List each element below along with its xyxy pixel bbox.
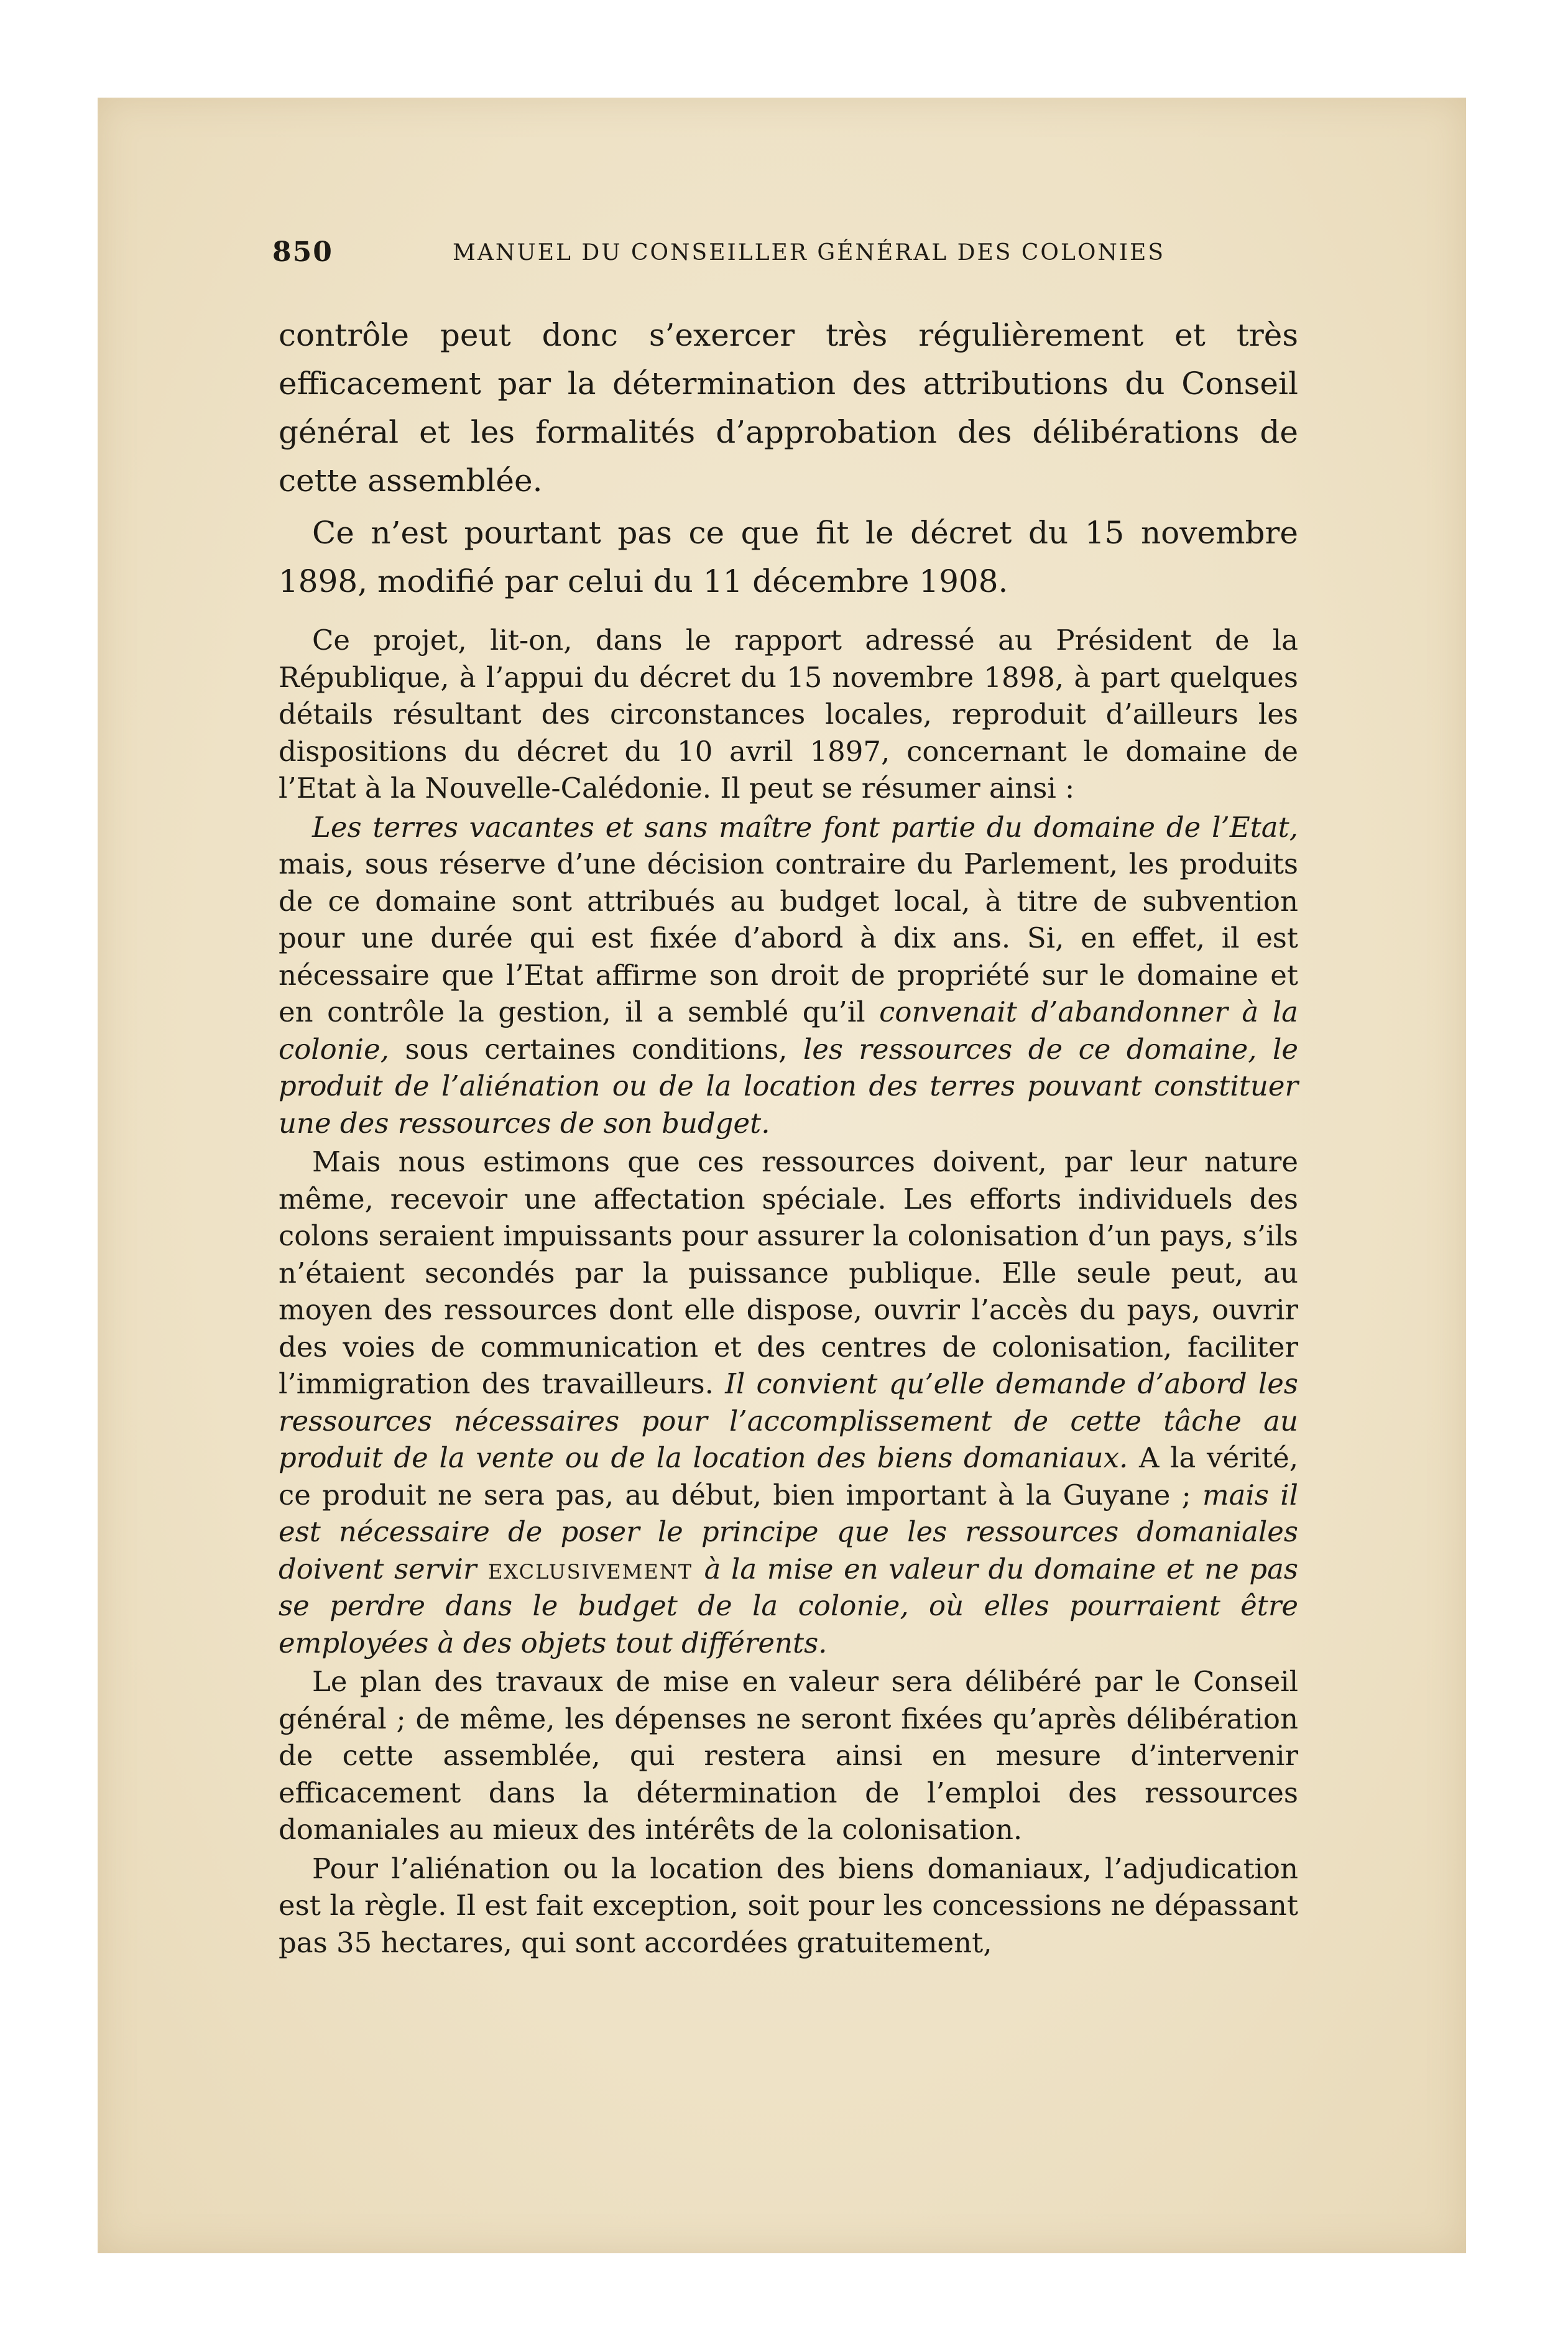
- italic-phrase: mais il est nécessaire de poser le principe que les ressources domaniales doivent servir: [279, 1478, 1299, 1585]
- running-title: MANUEL DU CONSEILLER GÉNÉRAL DES COLONIES: [453, 240, 1165, 265]
- italic-phrase: Il convient qu’elle demande d’abord les ressources nécessaires pour l’accomplissement de cette tâche au produit de la vente ou de la location des biens domaniaux.: [279, 1367, 1298, 1474]
- small-caps-word: exclusivement: [476, 1552, 704, 1585]
- page-number: 850: [272, 236, 333, 268]
- intro-paragraph-1: contrôle peut donc s’exercer très régulièrement et très efficacement par la détermination des attributions du Conseil général et les formalités d’approbation des délibérations de cette assemblée.: [279, 317, 1298, 499]
- italic-phrase: Les terres vacantes et sans maître font partie du domaine de l’Etat,: [312, 810, 1298, 844]
- quote-paragraph-1: Ce projet, lit-on, dans le rapport adressé au Président de la République, à l’appui du décret du 15 novembre 1898, à part quelques détails résultant des circonstances locales, reproduit d’ailleurs les dispositions du décret du 10 avril 1897, concernant le domaine de l’Etat à la Nouvelle-Calédonie. Il peut se résumer ainsi :: [279, 624, 1298, 805]
- text-run: mais, sous réserve d’une décision contraire du Parlement, les produits de ce domaine sont attribués au budget local, à titre de subvention pour une durée qui est fixée d’abord à dix ans. Si, en effet, il est nécessaire que l’Etat affirme son droit de propriété sur le domaine et en contrôle la gestion, il a semblé qu’il: [279, 847, 1298, 1028]
- text-run: sous certaines conditions,: [389, 1032, 803, 1066]
- quote-paragraph-3: [279, 1143, 1298, 1661]
- quote-paragraph-2: [279, 809, 1298, 1142]
- text-run: A la vérité, ce produit ne sera pas, au début, bien important à la Guyane ;: [279, 1441, 1299, 1511]
- quote-paragraph-4: Le plan des travaux de mise en valeur sera délibéré par le Conseil général ; de même, les dépenses ne seront fixées qu’après délibération de cette assemblée, qui restera ainsi en mesure d’intervenir efficacement dans la détermination de l’emploi des ressources domaniales au mieux des intérêts de la colonisation.: [279, 1665, 1298, 1846]
- italic-phrase: à la mise en valeur du domaine et ne pas se perdre dans le budget de la colonie, où elles pourraient être employées à des objets tout différents.: [279, 1552, 1298, 1659]
- intro-paragraph-2: Ce n’est pourtant pas ce que fit le décret du 15 novembre 1898, modifié par celui du 11 décembre 1908.: [279, 515, 1298, 599]
- italic-phrase: convenait d’abandonner à la colonie,: [279, 995, 1298, 1066]
- text-run: Mais nous estimons que ces ressources doivent, par leur nature même, recevoir une affectation spéciale. Les efforts individuels des colons seraient impuissants pour assurer la colonisation d’un pays, s’ils n’étaient secondés par la puissance publique. Elle seule peut, au moyen des ressources dont elle dispose, ouvrir l’accès du pays, ouvrir des voies de communication et des centres de colonisation, faciliter l’immigration des travailleurs.: [279, 1145, 1298, 1400]
- quoted-report: [279, 622, 1298, 1961]
- quote-paragraph-5: Pour l’aliénation ou la location des biens domaniaux, l’adjudication est la règle. Il est fait exception, soit pour les concessions ne dépassant pas 35 hectares, qui sont accordées gratuitement,: [279, 1852, 1298, 1959]
- intro-text: [279, 311, 1298, 606]
- italic-phrase: les ressources de ce domaine, le produit de l’aliénation ou de la location des terres pouvant constituer une des ressources de son budget.: [279, 1032, 1298, 1140]
- page-header: [272, 236, 1180, 280]
